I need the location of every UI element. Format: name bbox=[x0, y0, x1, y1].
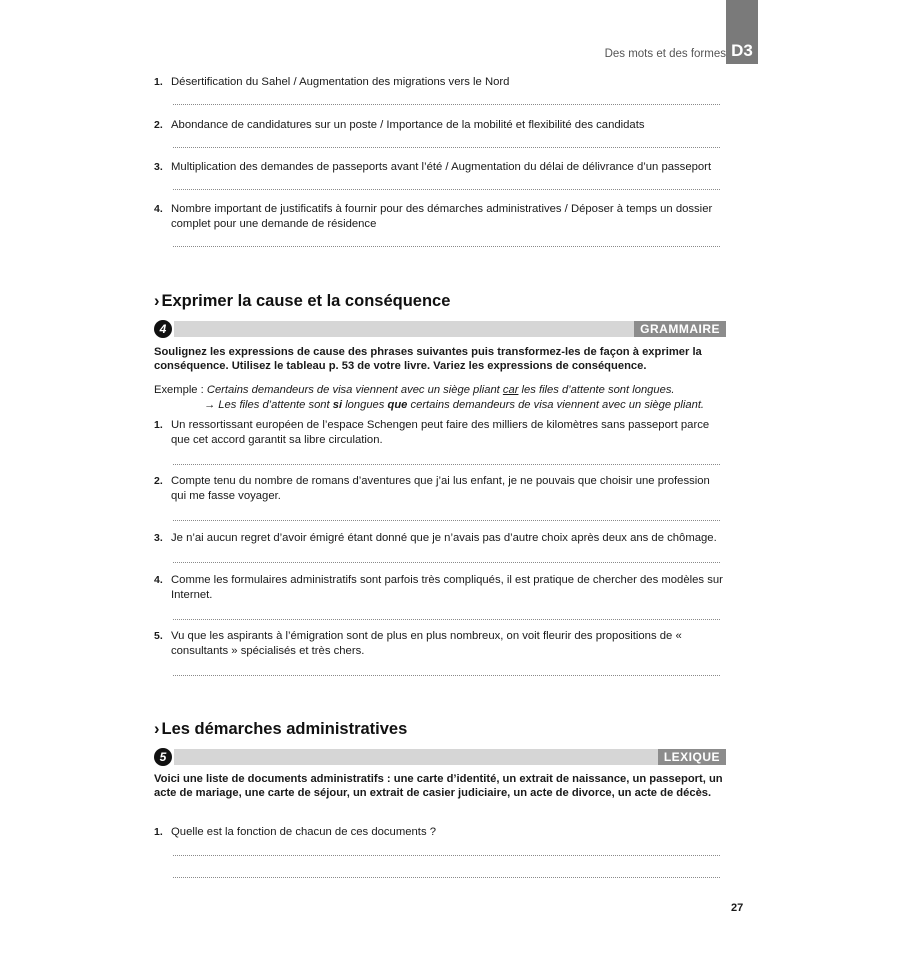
answer-line[interactable] bbox=[173, 520, 720, 521]
answer-line[interactable] bbox=[173, 189, 720, 190]
answer-line[interactable] bbox=[173, 246, 720, 247]
exercise-header bbox=[154, 748, 726, 766]
example-block bbox=[154, 383, 726, 413]
page-number: 27 bbox=[731, 902, 744, 914]
answer-line[interactable] bbox=[173, 147, 720, 148]
answer-line[interactable] bbox=[173, 877, 720, 878]
answer-line[interactable] bbox=[173, 675, 720, 676]
exercise-category-tag: LEXIQUE bbox=[658, 749, 726, 765]
list-item: 3. Je n’ai aucun regret d’avoir émigré étant donné que je n’avais pas d’autre choix après deux ans de chômage. bbox=[154, 532, 717, 544]
list-item: 2. Abondance de candidatures sur un poste / Importance de la mobilité et flexibilité des candidats bbox=[154, 119, 645, 131]
exercise-bar bbox=[174, 749, 726, 765]
exercise-instruction: Voici une liste de documents administratifs : une carte d’identité, un extrait de naissance, un passeport, un acte de mariage, une carte de séjour, un extrait de casier judiciaire, un acte de divorce, un acte de décès. bbox=[154, 773, 723, 799]
chapter-tab: D3 bbox=[726, 0, 758, 64]
list-item: 2. Compte tenu du nombre de romans d’aventures que j’ai lus enfant, je ne pouvais que choisir une profession qui me fasse voyager. bbox=[154, 475, 710, 502]
answer-line[interactable] bbox=[173, 562, 720, 563]
answer-line[interactable] bbox=[173, 619, 720, 620]
exercise-number-badge: 5 bbox=[154, 748, 172, 766]
example-sentence: Exemple : Certains demandeurs de visa viennent avec un siège pliant car les files d’attente sont longues. bbox=[154, 384, 675, 396]
answer-line[interactable] bbox=[173, 464, 720, 465]
list-item: 5. Vu que les aspirants à l’émigration sont de plus en plus nombreux, on voit fleurir des propositions de « consultants » spécialisés et très chers. bbox=[154, 630, 682, 657]
list-item: 1. Un ressortissant européen de l’espace Schengen peut faire des milliers de kilomètres sans passeport parce que cet accord garantit sa libre circulation. bbox=[154, 419, 710, 446]
example-transformation: → Les files d’attente sont si longues que certains demandeurs de visa viennent avec un siège pliant. bbox=[204, 399, 705, 411]
arrow-icon: → bbox=[204, 399, 216, 411]
running-header: Des mots et des formes bbox=[604, 48, 726, 60]
exercise-header bbox=[154, 320, 726, 338]
exercise-category-tag: GRAMMAIRE bbox=[634, 321, 726, 337]
list-item: 4. Comme les formulaires administratifs sont parfois très compliqués, il est pratique de chercher des modèles sur Internet. bbox=[154, 574, 723, 601]
section-title: › Exprimer la cause et la conséquence bbox=[154, 292, 451, 310]
section-title: › Les démarches administratives bbox=[154, 720, 408, 738]
exercise-number-badge: 4 bbox=[154, 320, 172, 338]
list-item: 1. Quelle est la fonction de chacun de ces documents ? bbox=[154, 826, 437, 838]
answer-line[interactable] bbox=[173, 104, 720, 105]
exercise-instruction: Soulignez les expressions de cause des phrases suivantes puis transformez-les de façon à exprimer la conséquence. Utilisez le tableau p. 53 de votre livre. Variez les expressions de conséquence. bbox=[154, 346, 702, 372]
list-item: 1. Désertification du Sahel / Augmentation des migrations vers le Nord bbox=[154, 76, 510, 88]
list-item: 4. Nombre important de justificatifs à fournir pour des démarches administratives / Déposer à temps un dossier complet pour une demande de résidence bbox=[154, 203, 713, 230]
list-item: 3. Multiplication des demandes de passeports avant l’été / Augmentation du délai de délivrance d’un passeport bbox=[154, 161, 712, 173]
answer-line[interactable] bbox=[173, 855, 720, 856]
